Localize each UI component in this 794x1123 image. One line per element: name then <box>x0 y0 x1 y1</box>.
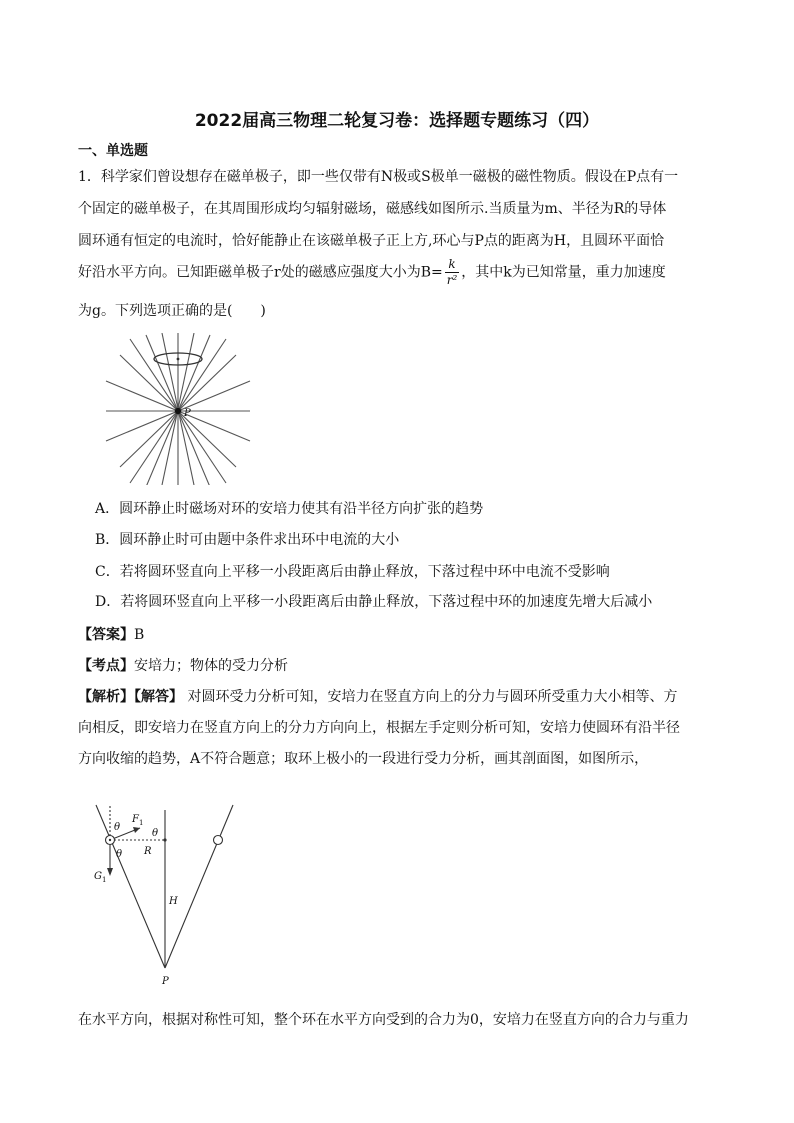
label-theta-1: θ <box>114 822 121 833</box>
label-R: R <box>144 846 152 857</box>
answer-line <box>78 624 144 644</box>
analysis-text-1: 对圆环受力分析可知，安培力在竖直方向上的分力与圆环所受重力大小相等、方 <box>183 689 678 705</box>
figure-radial-field <box>100 333 260 485</box>
option-a: A．圆环静止时磁场对环的安培力使其有沿半径方向扩张的趋势 <box>95 501 484 517</box>
question-line-5: 为g。下列选项正确的是( ) <box>78 303 266 319</box>
answer-value: B <box>134 627 145 643</box>
fraction-k-over-r2 <box>445 257 460 288</box>
axis-center-dot <box>163 838 166 841</box>
label-theta-2: θ <box>152 828 159 839</box>
right-ring-section <box>214 836 223 845</box>
label-H: H <box>169 896 178 907</box>
question-line-4-pre: 好沿水平方向。已知距磁单极子r处的磁感应强度大小为B= <box>78 264 443 281</box>
analysis-line-4: 在水平方向，根据对称性可知，整个环在水平方向受到的合力为0，安培力在竖直方向的合力与重力 <box>78 1012 689 1028</box>
analysis-line-3: 方向收缩的趋势，A不符合题意；取环上极小的一段进行受力分析，画其剖面图，如图所示， <box>78 751 649 767</box>
question-line-4 <box>78 257 666 288</box>
fraction-numerator: k <box>445 257 460 273</box>
ring-center-dot <box>177 358 180 361</box>
kaodian-value: 安培力；物体的受力分析 <box>134 658 288 674</box>
label-P: P <box>184 408 191 419</box>
figure-cross-section <box>88 800 240 992</box>
question-line-2: 个固定的磁单极子，在其周围形成均匀辐射磁场，磁感线如图所示.当质量为m、半径为R的导体 <box>78 201 667 217</box>
label-G: $G_1$ <box>94 871 107 884</box>
analysis-label: 【解析】【解答】 <box>78 689 183 705</box>
left-ring-center <box>109 839 111 841</box>
arrowhead-G <box>107 868 113 876</box>
kaodian-label: 【考点】 <box>78 658 134 674</box>
option-d: D．若将圆环竖直向上平移一小段距离后由静止释放，下落过程中环的加速度先增大后减小 <box>95 594 653 610</box>
monopole-point <box>175 408 181 414</box>
option-b: B．圆环静止时可由题中条件求出环中电流的大小 <box>95 532 400 548</box>
analysis-line-2: 向相反，即安培力在竖直方向上的分力方向向上，根据左手定则分析可知，安培力使圆环有沿半径 <box>78 720 680 736</box>
page-title: 2022届高三物理二轮复习卷：选择题专题练习（四） <box>194 111 600 131</box>
question-line-3: 圆环通有恒定的电流时，恰好能静止在该磁单极子正上方,环心与P点的距离为H，且圆环平面恰 <box>78 233 665 249</box>
right-slant-line <box>165 805 233 968</box>
label-P-2: P <box>162 976 169 987</box>
option-c: C．若将圆环竖直向上平移一小段距离后由静止释放，下落过程中环中电流不受影响 <box>95 564 610 580</box>
arrowhead-F <box>133 827 140 833</box>
question-line-1: 1．科学家们曾设想存在磁单极子，即一些仅带有N极或S极单一磁极的磁性物质。假设在P点有一 <box>78 169 679 185</box>
answer-label: 【答案】 <box>78 627 134 643</box>
section-heading: 一、单选题 <box>78 143 148 159</box>
question-line-4-post: ，其中k为已知常量，重力加速度 <box>461 264 666 281</box>
kaodian-line <box>78 655 288 675</box>
fraction-denominator: r² <box>446 273 458 287</box>
label-F: $F_1$ <box>132 814 144 827</box>
analysis-line-1 <box>78 686 677 706</box>
label-theta-3: θ <box>116 849 123 860</box>
